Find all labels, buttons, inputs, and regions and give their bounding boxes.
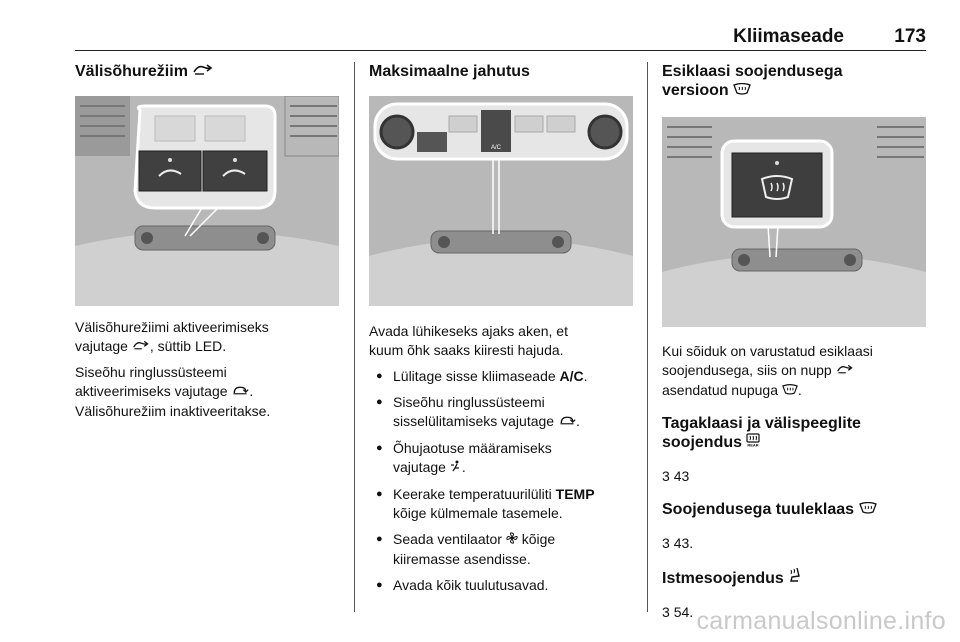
list-item: ● Seada ventilaator kõige kiiremasse asendisse. xyxy=(369,530,633,569)
list-item: ● Keerake temperatuurilüliti TEMP kõige külmemale tasemele. xyxy=(369,485,633,523)
outside-air-text: Välisõhurežiimi aktiveerimiseks vajutage , süttib LED. Siseõhu ringlussüsteemi aktiveerimiseks vajutage . Välisõhurežiim inaktiveeritakse. xyxy=(75,319,271,419)
chapter-title: Kliimaseade xyxy=(733,26,844,47)
max-cooling-text: Avada lühikeseks ajaks aken, et kuum õhk saaks kiiresti hajuda. ● Lülitage sisse kliimaseade A/C. ● Siseõhu ringlussüsteemi sisselülitamiseks vajutage . ● Õhujaotuse määramiseks vajutage . ● Keerake temperatuurilüliti TEMP kõige külmemale tasemele. ● Seada ventilaator kõige kiiremasse asendisse. ● Avada kõik tuulutusavad. xyxy=(369,322,633,602)
list-item: ● Lülitage sisse kliimaseade A/C. xyxy=(369,367,633,386)
figure-outside-air-panel xyxy=(75,96,339,306)
column-max-cooling xyxy=(369,62,633,81)
column-heated-windscreen xyxy=(662,62,926,101)
windscreen-heat-icon xyxy=(859,503,877,518)
outside-air-icon xyxy=(192,65,214,80)
list-item: ● Avada kõik tuulutusavad. xyxy=(369,576,633,595)
column-divider xyxy=(354,62,355,612)
page-number: 173 xyxy=(894,26,926,47)
section-heading: Tagaklaasi ja välispeeglite soojendus REAR xyxy=(662,415,861,451)
page-reference: 3 43. xyxy=(662,535,694,551)
section-heading: Välisõhurežiim xyxy=(75,62,339,82)
recirculation-icon xyxy=(558,415,576,430)
seat-heat-icon xyxy=(788,572,802,587)
list-item: ● Siseõhu ringlussüsteemi sisselülitamiseks vajutage . xyxy=(369,393,633,432)
recirculation-icon xyxy=(231,385,249,400)
instruction-list xyxy=(369,367,633,595)
header-rule xyxy=(75,50,926,51)
windscreen-heat-icon xyxy=(733,84,751,99)
windscreen-heat-icon xyxy=(782,384,798,399)
figure-max-cooling-panel xyxy=(369,96,633,306)
page-reference: 3 54. xyxy=(662,604,694,620)
svg-text:REAR: REAR xyxy=(747,442,760,447)
air-distribution-icon xyxy=(450,461,462,476)
section-heading: Istmesoojendus xyxy=(662,567,926,589)
section-heading: Esiklaasi soojendusega versioon xyxy=(662,63,843,99)
outside-air-icon xyxy=(836,364,854,379)
rear-window-heat-icon xyxy=(746,436,760,451)
heated-windscreen-text: Kui sõiduk on varustatud esiklaasi soojendusega, siis on nupp asendatud nupuga . Tagaklaasi ja välispeeglite soojendus REAR 3 43 Soojendusega tuuleklaas 3 43. Istmesoojendus 3 54. xyxy=(662,342,926,622)
list-item: ● Õhujaotuse määramiseks vajutage . xyxy=(369,439,633,478)
section-heading: Maksimaalne jahutus xyxy=(369,63,530,80)
section-heading: Soojendusega tuuleklaas xyxy=(662,500,926,520)
watermark: carmanualsonline.info xyxy=(696,607,946,635)
column-divider xyxy=(647,62,648,612)
fan-icon xyxy=(506,533,518,548)
page-reference: 3 43 xyxy=(662,468,690,484)
ac-button-label: A/C xyxy=(490,145,502,151)
page-header xyxy=(75,26,926,54)
column-outside-air xyxy=(75,62,339,82)
figure-windscreen-heat-button xyxy=(662,117,926,327)
outside-air-icon xyxy=(132,340,150,355)
